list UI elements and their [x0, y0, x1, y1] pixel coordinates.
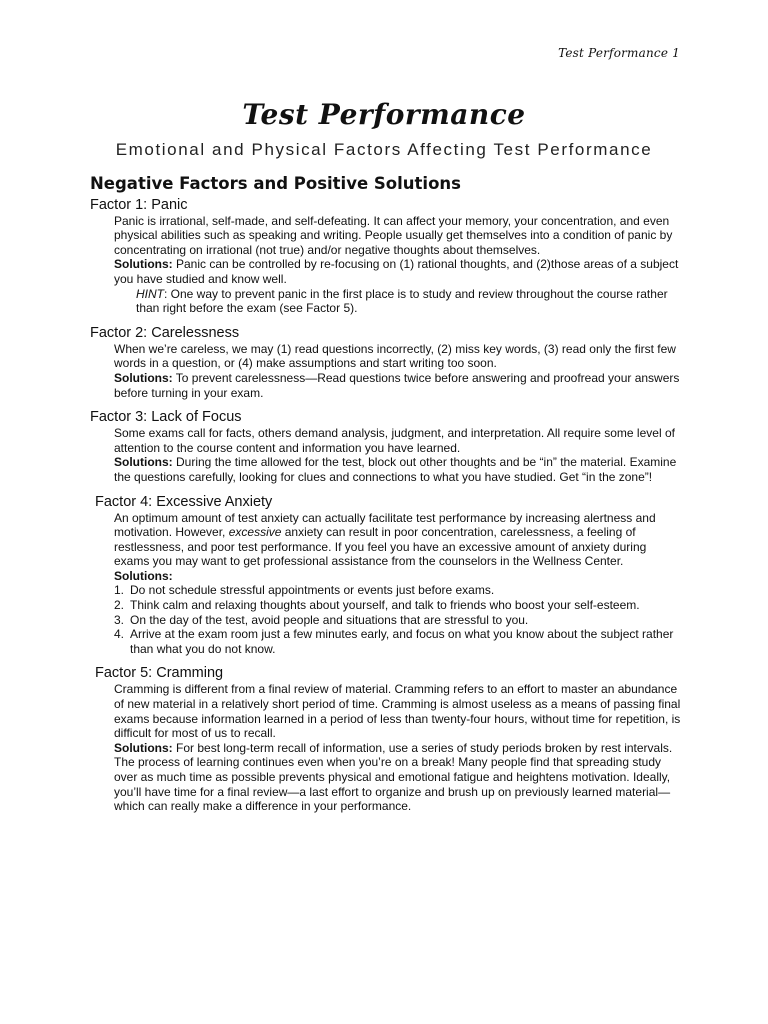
solutions-label: Solutions: — [114, 257, 173, 272]
factor-lack-of-focus — [90, 408, 682, 484]
list-text: On the day of the test, avoid people and situations that are stressful to you. — [130, 612, 529, 627]
solution-text: To prevent carelessness—Read questions twice before answering and proofread your answers before turning in your exam. — [114, 370, 680, 400]
factor-body — [90, 342, 682, 400]
factor-excessive-anxiety — [90, 493, 682, 657]
factor-cramming — [90, 664, 682, 813]
solution-text: During the time allowed for the test, block out other thoughts and be “in” the material. Examine the questions carefully, looking for clues and connections to what you have studied. Get “in the zone”! — [114, 455, 677, 484]
factor-description — [114, 511, 682, 569]
description-rest: anxiety can result in poor concentration, carelessness, a feeling of restlessness, and poor test performance. If you feel you have an excessive amount of anxiety during exams you may want to get professional assistance from the counselors in the Wellness Center. — [114, 525, 647, 569]
solution-text: For best long-term recall of information, use a series of study periods broken by rest intervals. The process of learning continues even when you’re on a break! Many people find that spreading study over as much time as possible prevents physical and emotional fatigue and heightens motivation. Ideally, you’ll have time for a final review—a last effort to organize and brush up on previously learned material—which can really make a difference in your performance. — [114, 740, 673, 814]
factor-heading: Factor 3: Lack of Focus — [90, 409, 242, 426]
factor-description: Panic is irrational, self-made, and self-defeating. It can affect your memory, your concentration, and even physical abilities such as speaking and writing. People usually get themselves into a condition of panic by concentrating on irrational (not true) and/or negative thoughts about themselves. — [114, 213, 673, 257]
hint-paragraph — [114, 287, 682, 316]
running-head: Test Performance 1 — [558, 46, 680, 60]
emphasis-excessive: excessive — [228, 525, 282, 540]
list-number: 1. — [114, 583, 125, 598]
solutions-label: Solutions: — [114, 455, 173, 470]
hint-label: HINT — [136, 286, 164, 301]
document-body — [90, 174, 682, 822]
list-number: 3. — [114, 612, 125, 627]
factor-heading: Factor 4: Excessive Anxiety — [95, 493, 273, 510]
factor-panic — [90, 196, 682, 316]
list-item — [114, 613, 682, 628]
solutions-label: Solutions: — [114, 740, 173, 755]
solution-text: Panic can be controlled by re-focusing on (1) rational thoughts, and (2)those areas of a subject you have studied and know well. — [114, 257, 679, 286]
list-text: Think calm and relaxing thoughts about yourself, and talk to friends who boost your self-esteem. — [130, 598, 640, 613]
solutions-paragraph — [114, 371, 682, 400]
factor-description: Some exams call for facts, others demand analysis, judgment, and interpretation. All require some level of attention to the course content and information you have learned. — [114, 426, 675, 455]
list-item — [114, 583, 682, 598]
factor-heading: Factor 1: Panic — [90, 196, 188, 213]
factor-description: When we’re careless, we may (1) read questions incorrectly, (2) miss key words, (3) read only the first few words in a question, or (4) make assumptions and start writing too soon. — [114, 341, 676, 371]
list-number: 4. — [114, 627, 125, 642]
solutions-paragraph — [114, 455, 682, 484]
solutions-paragraph — [114, 741, 682, 814]
description-lead: An optimum amount of test anxiety can actually facilitate test performance by increasing alertness and motivation. However, — [114, 510, 656, 540]
factor-description: Cramming is different from a final review of material. Cramming refers to an effort to master an abundance of new material in a relatively short period of time. Cramming is almost useless as a means of passing final exams because information learned in a period of less than twenty-four hours, without time for repetition, is difficult for most of us to recall. — [114, 682, 681, 741]
list-item — [114, 598, 682, 613]
list-text: Do not schedule stressful appointments or events just before exams. — [130, 583, 495, 598]
list-item — [114, 627, 682, 656]
factor-body — [90, 511, 682, 657]
factor-heading: Factor 2: Carelessness — [90, 324, 240, 341]
page-title: Test Performance — [242, 98, 526, 131]
list-number: 2. — [114, 598, 125, 613]
page-subtitle: Emotional and Physical Factors Affecting Test Performance — [115, 140, 653, 159]
factor-heading: Factor 5: Cramming — [95, 665, 224, 682]
section-title: Negative Factors and Positive Solutions — [90, 174, 461, 193]
solutions-label: Solutions: — [114, 568, 173, 583]
factor-body — [90, 682, 682, 813]
factor-body — [90, 214, 682, 316]
hint-text: : One way to prevent panic in the first place is to study and review throughout the course rather than right before the exam (see Factor 5). — [136, 286, 668, 316]
solutions-list — [114, 583, 682, 656]
factor-body — [90, 426, 682, 484]
solutions-paragraph — [114, 257, 682, 286]
solutions-label: Solutions: — [114, 370, 173, 385]
factor-carelessness — [90, 324, 682, 400]
list-text: Arrive at the exam room just a few minutes early, and focus on what you know about the subject rather than what you do not know. — [130, 627, 674, 656]
